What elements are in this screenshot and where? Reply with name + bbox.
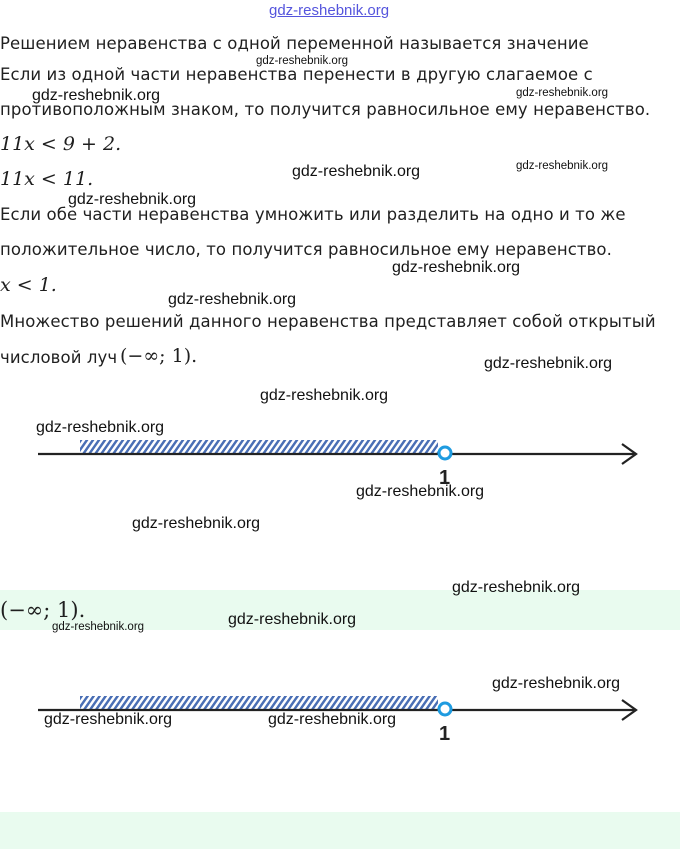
answer-interval: (−∞; 1). xyxy=(0,598,86,622)
watermark: gdz-reshebnik.org xyxy=(516,160,609,172)
watermark: gdz-reshebnik.org xyxy=(132,515,261,532)
text-line-7: числовой луч xyxy=(0,348,118,367)
watermark: gdz-reshebnik.org xyxy=(268,711,397,728)
watermark: gdz-reshebnik.org xyxy=(392,259,521,276)
watermark: gdz-reshebnik.org xyxy=(292,163,421,180)
text-line-3: противоположным знаком, то получится равносильное ему неравенство. xyxy=(0,100,651,119)
watermark: gdz-reshebnik.org xyxy=(452,579,581,596)
bottom-band xyxy=(0,812,680,849)
watermark: gdz-reshebnik.org xyxy=(228,611,357,628)
math-line-3: x < 1. xyxy=(0,274,57,296)
text-line-2: Если из одной части неравенства перенести в другую слагаемое с xyxy=(0,65,593,84)
text-line-6: Множество решений данного неравенства представляет собой открытый xyxy=(0,312,656,331)
watermark: gdz-reshebnik.org xyxy=(484,355,613,372)
site-link[interactable]: gdz-reshebnik.org xyxy=(269,2,390,19)
watermark: gdz-reshebnik.org xyxy=(168,291,297,308)
watermark: gdz-reshebnik.org xyxy=(68,191,197,208)
watermark: gdz-reshebnik.org xyxy=(356,483,485,500)
open-point xyxy=(439,447,451,459)
open-point xyxy=(439,703,451,715)
shaded-region xyxy=(80,440,438,453)
watermark: gdz-reshebnik.org xyxy=(256,55,349,67)
watermark: gdz-reshebnik.org xyxy=(32,87,161,104)
text-line-1: Решением неравенства с одной переменной называется значение xyxy=(0,34,589,53)
watermark: gdz-reshebnik.org xyxy=(52,621,145,633)
point-label: 1 xyxy=(439,467,451,485)
point-label: 1 xyxy=(439,723,451,742)
shaded-region xyxy=(80,696,438,709)
math-line-2: 11x < 11. xyxy=(0,168,94,190)
interval-inline: (−∞; 1). xyxy=(120,345,198,367)
watermark: gdz-reshebnik.org xyxy=(516,87,609,99)
watermark: gdz-reshebnik.org xyxy=(44,711,173,728)
watermark: gdz-reshebnik.org xyxy=(260,387,389,404)
watermark: gdz-reshebnik.org xyxy=(492,675,621,692)
text-line-4: Если обе части неравенства умножить или разделить на одно и то же xyxy=(0,205,626,224)
text-line-5: положительное число, то получится равносильное ему неравенство. xyxy=(0,240,612,259)
watermark: gdz-reshebnik.org xyxy=(36,419,165,436)
math-line-1: 11x < 9 + 2. xyxy=(0,133,122,155)
